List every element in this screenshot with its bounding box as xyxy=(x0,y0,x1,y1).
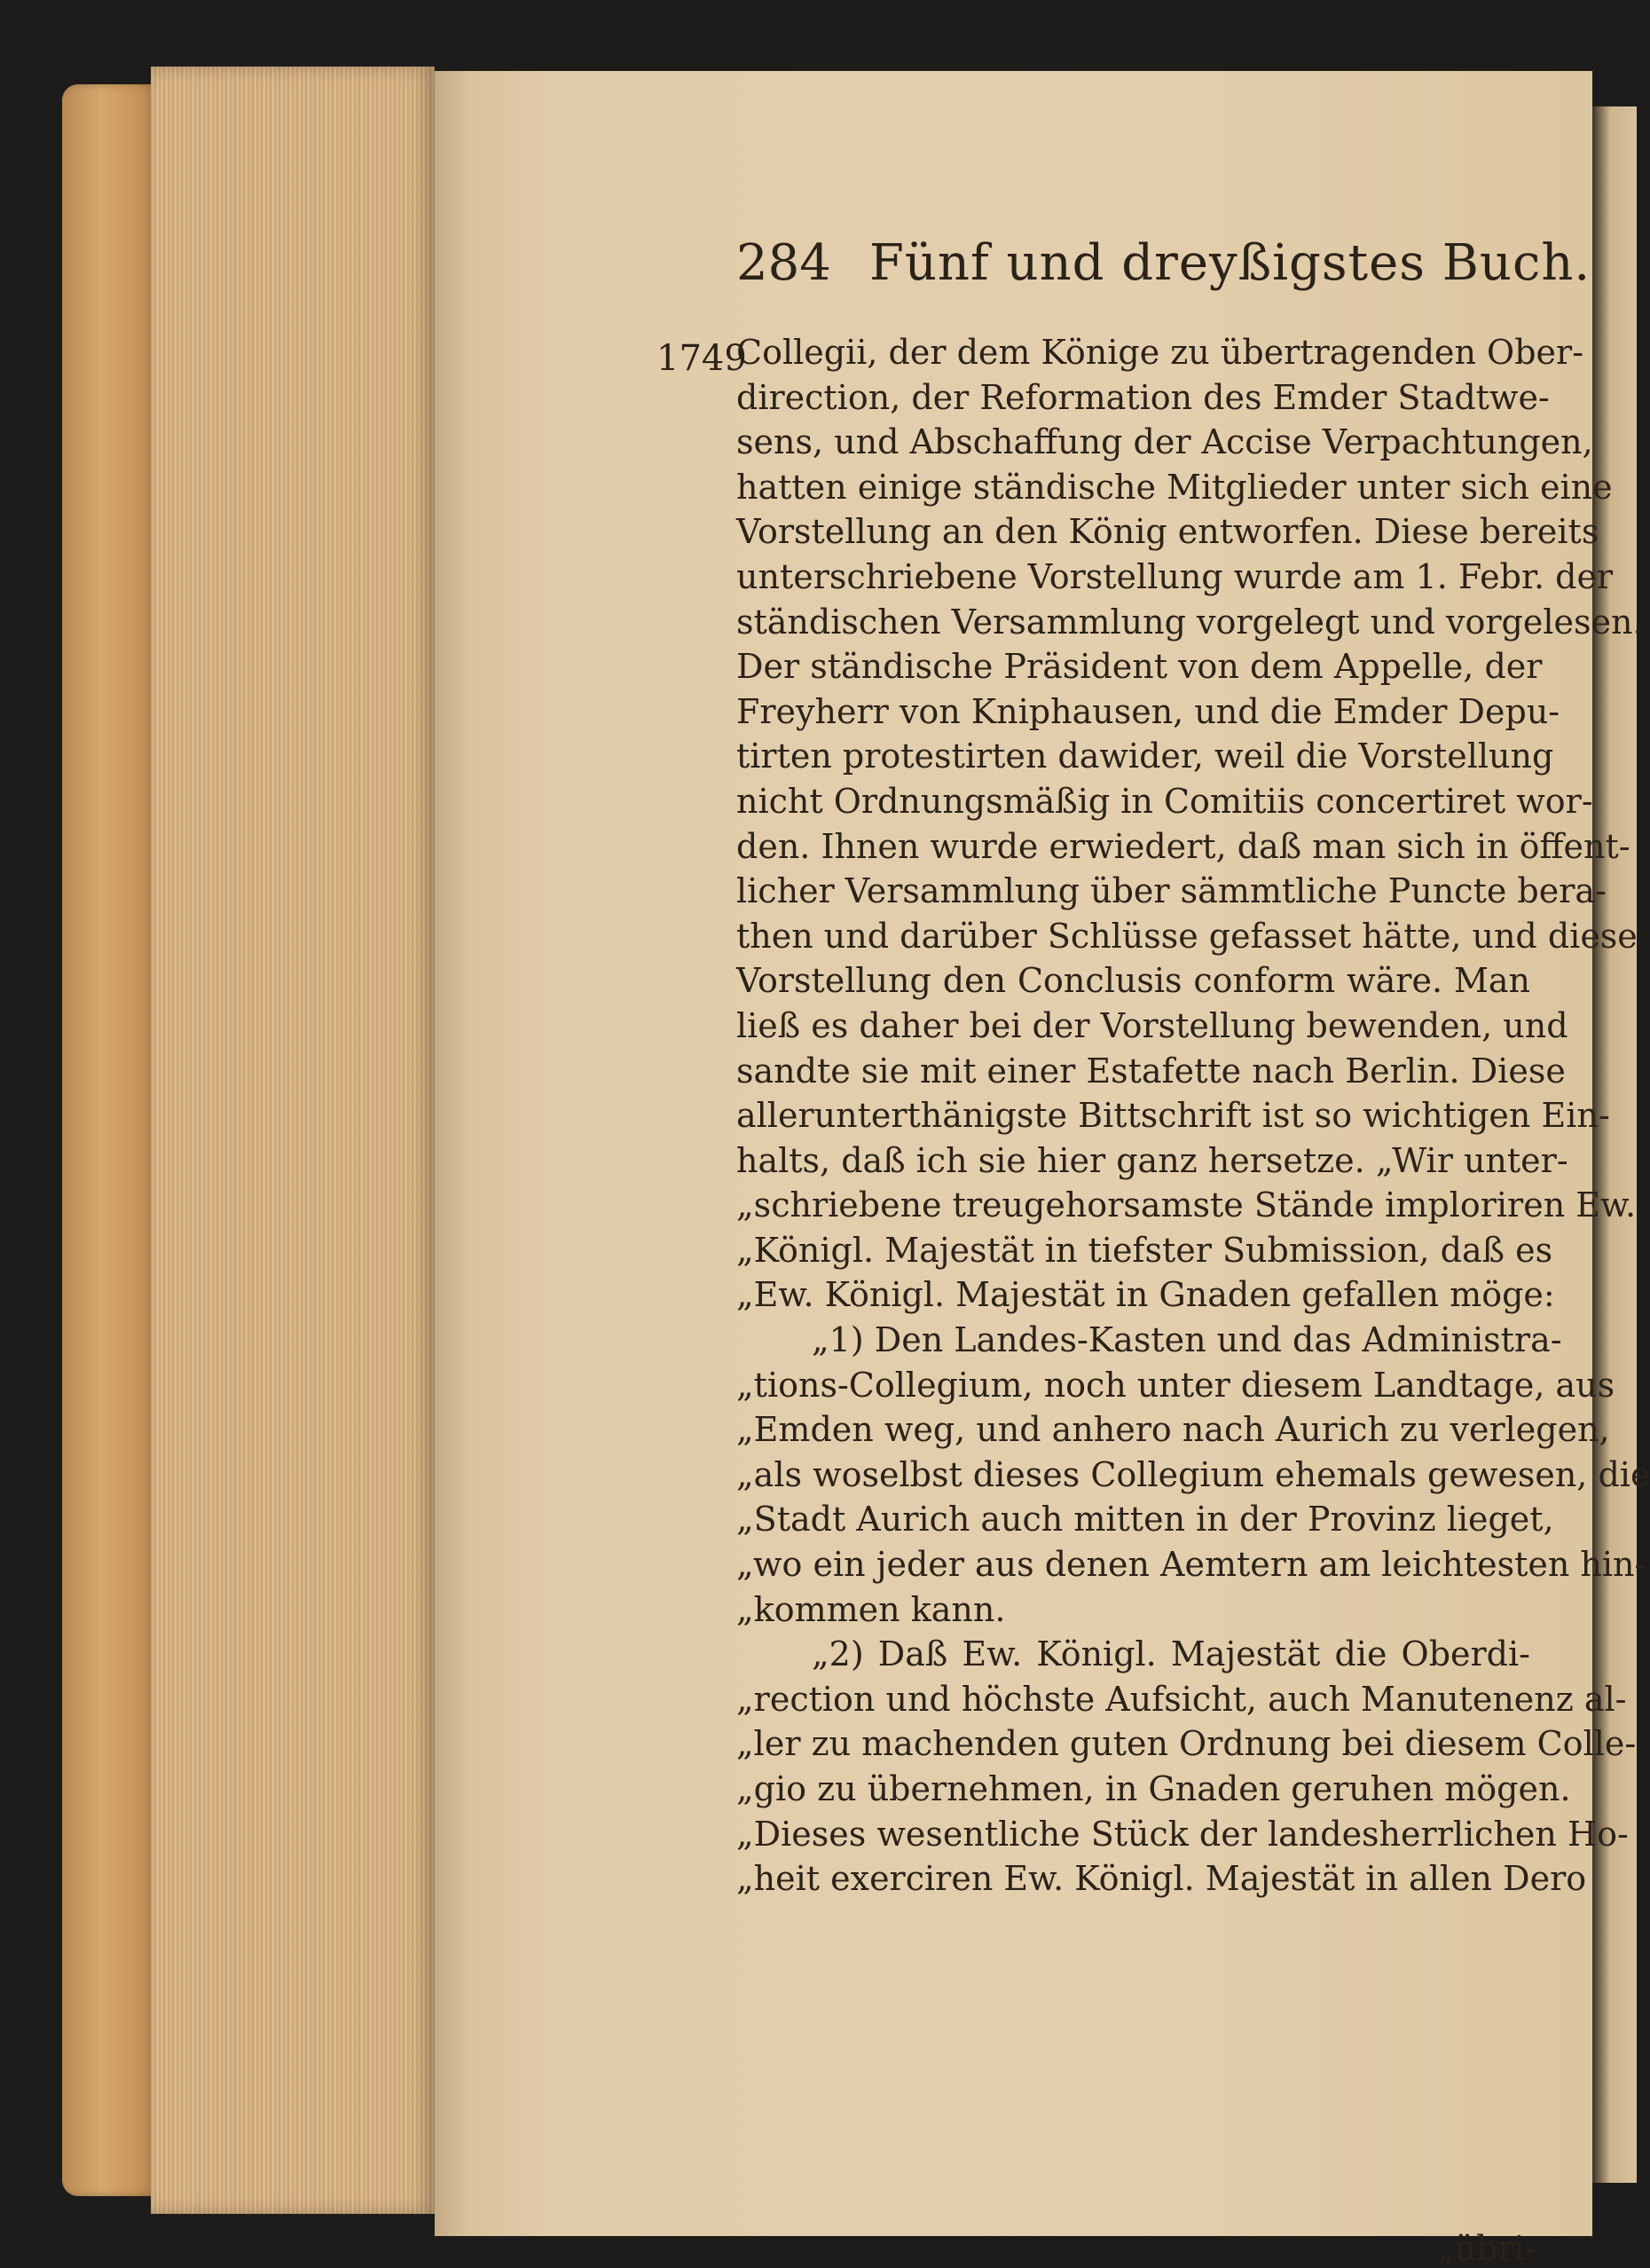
text-line: „ler zu machenden guten Ordnung bei diesem Colle- xyxy=(736,1724,1637,1764)
text-line: den. Ihnen wurde erwiedert, daß man sich in öffent- xyxy=(736,826,1630,866)
page-number: 284 xyxy=(736,234,831,292)
text-line: sens, und Abschaffung der Accise Verpachtungen, xyxy=(736,422,1593,462)
text-line: „Ew. Königl. Majestät in Gnaden gefallen möge: xyxy=(736,1275,1555,1315)
text-line: Vorstellung an den König entworfen. Diese bereits xyxy=(736,512,1599,552)
text-line: halts, daß ich sie hier ganz hersetze. „Wir unter- xyxy=(736,1140,1568,1180)
text-line: „Königl. Majestät in tiefster Submission, daß es xyxy=(736,1230,1553,1270)
text-line: allerunterthänigste Bittschrift ist so wichtigen Ein- xyxy=(736,1096,1610,1136)
text-line: Der ständische Präsident von dem Appelle, der xyxy=(736,647,1543,687)
text-line: unterschriebene Vorstellung wurde am 1. Febr. der xyxy=(736,556,1614,596)
text-line: „Emden weg, und anhero nach Aurich zu verlegen, xyxy=(736,1410,1610,1450)
text-line: „gio zu übernehmen, in Gnaden geruhen mögen. xyxy=(736,1769,1571,1808)
margin-year: 1749 xyxy=(656,338,747,379)
text-line: Vorstellung den Conclusis conform wäre. Man xyxy=(736,961,1530,1001)
text-line: „2) Daß Ew. Königl. Majestät die Oberdi- xyxy=(812,1634,1530,1674)
text-line: „tions-Collegium, noch unter diesem Landtage, aus xyxy=(736,1365,1615,1405)
text-line: Collegii, der dem Könige zu übertragenden Ober- xyxy=(736,333,1584,372)
running-head xyxy=(736,232,1591,295)
text-line: „kommen kann. xyxy=(736,1589,1006,1629)
text-line: „1) Den Landes-Kasten und das Administra- xyxy=(812,1320,1562,1360)
text-line: nicht Ordnungsmäßig in Comitiis concertiret wor- xyxy=(736,781,1593,821)
text-line: ließ es daher bei der Vorstellung bewenden, und xyxy=(736,1005,1568,1045)
text-line: then und darüber Schlüsse gefasset hätte, und diese xyxy=(736,916,1638,956)
text-line: sandte sie mit einer Estafette nach Berlin. Diese xyxy=(736,1051,1566,1091)
text-line: „Dieses wesentliche Stück der landesherrlichen Ho- xyxy=(736,1814,1629,1854)
catchword: „übri- xyxy=(1437,2229,1536,2268)
text-line: tirten protestirten dawider, weil die Vorstellung xyxy=(736,736,1554,776)
text-line: „wo ein jeder aus denen Aemtern am leichtesten hin- xyxy=(736,1545,1646,1585)
text-line: licher Versammlung über sämmtliche Puncte bera- xyxy=(736,871,1607,911)
text-line: ständischen Versammlung vorgelegt und vorgelesen. xyxy=(736,602,1644,642)
running-title: Fünf und dreyßigstes Buch. xyxy=(869,234,1591,292)
text-line: direction, der Reformation des Emder Stadtwe- xyxy=(736,377,1550,417)
text-line: „rection und höchste Aufsicht, auch Manutenenz al- xyxy=(736,1679,1627,1719)
text-line: „als woselbst dieses Collegium ehemals gewesen, die xyxy=(736,1454,1650,1494)
text-line: hatten einige ständische Mitglieder unter sich eine xyxy=(736,467,1613,507)
body-text xyxy=(736,330,1650,1902)
text-line: Freyherr von Kniphausen, und die Emder Depu- xyxy=(736,691,1560,731)
text-line: „heit exerciren Ew. Königl. Majestät in allen Dero xyxy=(736,1859,1587,1899)
text-line: „schriebene treugehorsamste Stände imploriren Ew. xyxy=(736,1185,1637,1225)
text-line: „Stadt Aurich auch mitten in der Provinz lieget, xyxy=(736,1500,1554,1540)
